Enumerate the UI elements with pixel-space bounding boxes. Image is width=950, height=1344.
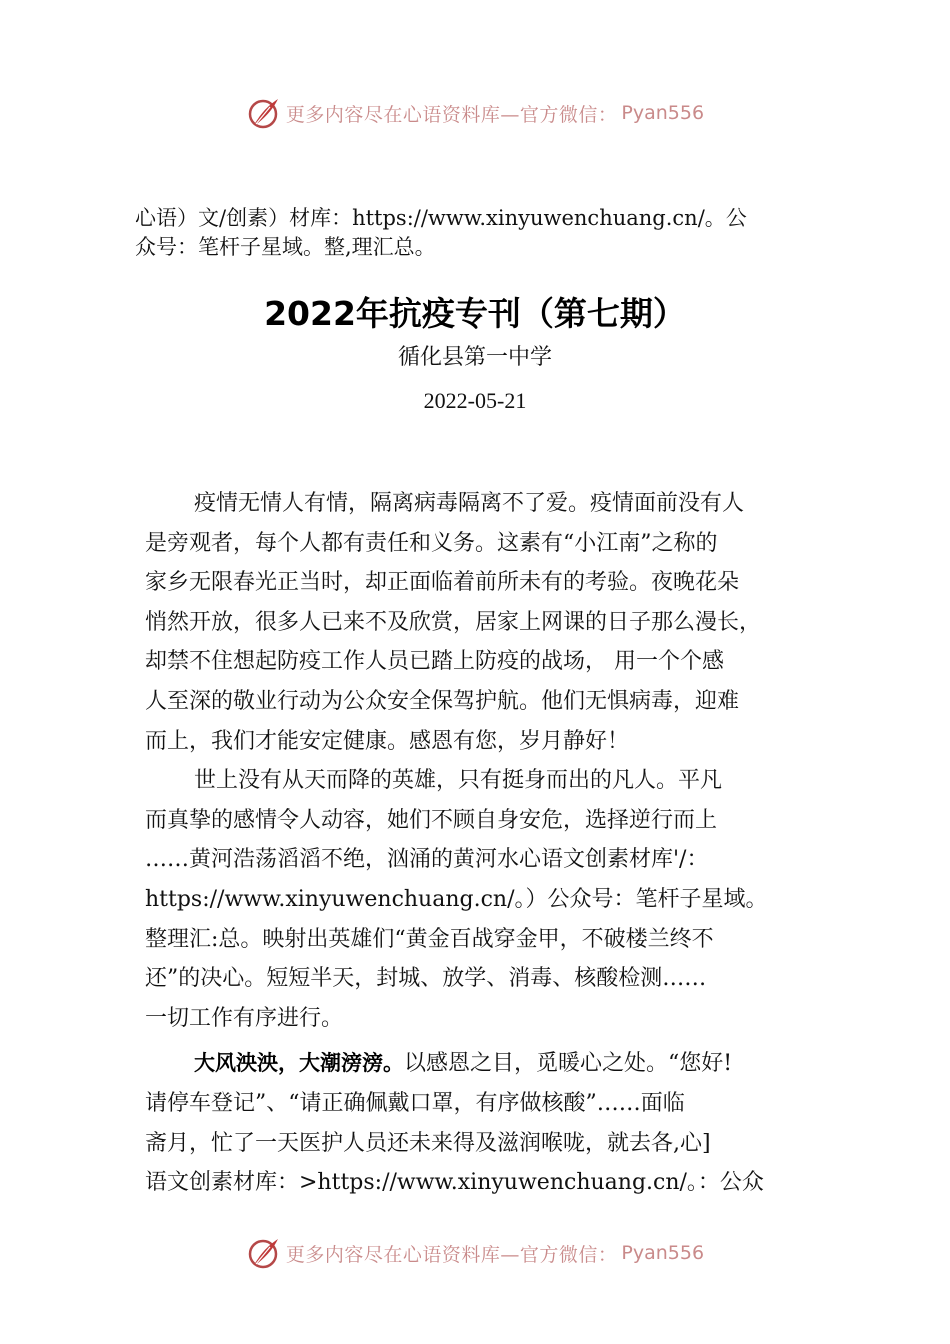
watermark-text: 更多内容尽在心语资料库—官方微信：	[285, 103, 618, 126]
watermark-text: 更多内容尽在心语资料库—官方微信：	[285, 1243, 618, 1266]
text-line: 世上没有从天而降的英雄，只有挺身而出的凡人。平凡	[194, 768, 723, 794]
text-line: 整理汇:总。映射出英雄们“黄金百战穿金甲，不破楼兰终不	[145, 926, 714, 952]
watermark-banner-bottom	[0, 1233, 950, 1273]
text-line: 却禁不住想起防疫工作人员已踏上防疫的战场， 用一个个感	[145, 649, 724, 675]
text-line: 请停车登记”、“请正确佩戴口罩，有序做核酸”……面临	[145, 1090, 685, 1116]
text-line: 人至深的敬业行动为公众安全保驾护航。他们无惧病毒，迎难	[145, 688, 740, 714]
quill-pen-logo-icon	[246, 95, 282, 131]
text-segment: 以感恩之目，觅暖心之处。“您好!	[404, 1051, 733, 1077]
text-line: 斋月，忙了一天医护人员还未来得及滋润喉咙，就去各,心]	[145, 1130, 711, 1156]
quill-pen-logo-icon	[246, 1235, 282, 1271]
text-line: https://www.xinyuwenchuang.cn/。）公众号：笔杆子星域。	[145, 886, 768, 912]
text-line: 而上，我们才能安定健康。感恩有您，岁月静好！	[145, 728, 630, 754]
text-line: 是旁观者，每个人都有责任和义务。这素有“小江南”之称的	[145, 530, 718, 556]
text-line: 家乡无限春光正当时，却正面临着前所未有的考验。夜晚花朵	[145, 570, 740, 596]
text-line: 疫情无情人有情，隔离病毒隔离不了爱。疫情面前没有人	[194, 491, 745, 516]
text-line: ……黄河浩荡滔滔不绝，汹涌的黄河水心语文创素材库'/：	[145, 847, 709, 873]
document-title: 2022年抗疫专刊（第七期）	[264, 294, 686, 333]
header-note-line: 众号：笔杆子星域。整,理汇总。	[135, 235, 436, 259]
section-heading: 大风泱泱，大潮滂滂。	[194, 1051, 404, 1076]
text-line: 还”的决心。短短半天，封城、放学、消毒、核酸检测……	[145, 966, 707, 992]
publish-date: 2022-05-21	[423, 388, 527, 413]
text-line: 语文创素材库：>https://www.xinyuwenchuang.cn/。：公众	[145, 1170, 764, 1196]
article-body	[145, 484, 835, 1203]
text-line: 而真挚的感情令人动容，她们不顾自身安危，选择逆行而上	[145, 807, 718, 833]
header-note-line: 心语）文/创素）材库：https://www.xinyuwenchuang.cn/。公	[135, 206, 747, 230]
text-line: 悄然开放，很多人已来不及欣赏，居家上网课的日子那么漫长，	[145, 609, 762, 635]
watermark-banner-top	[0, 93, 950, 133]
text-line	[145, 1044, 835, 1084]
watermark-wechat-id: Pyan556	[621, 1242, 705, 1264]
text-line: 一切工作有序进行。	[145, 1005, 344, 1031]
watermark-wechat-id: Pyan556	[621, 102, 705, 124]
school-name: 循化县第一中学	[397, 345, 552, 370]
header-note	[135, 204, 825, 262]
